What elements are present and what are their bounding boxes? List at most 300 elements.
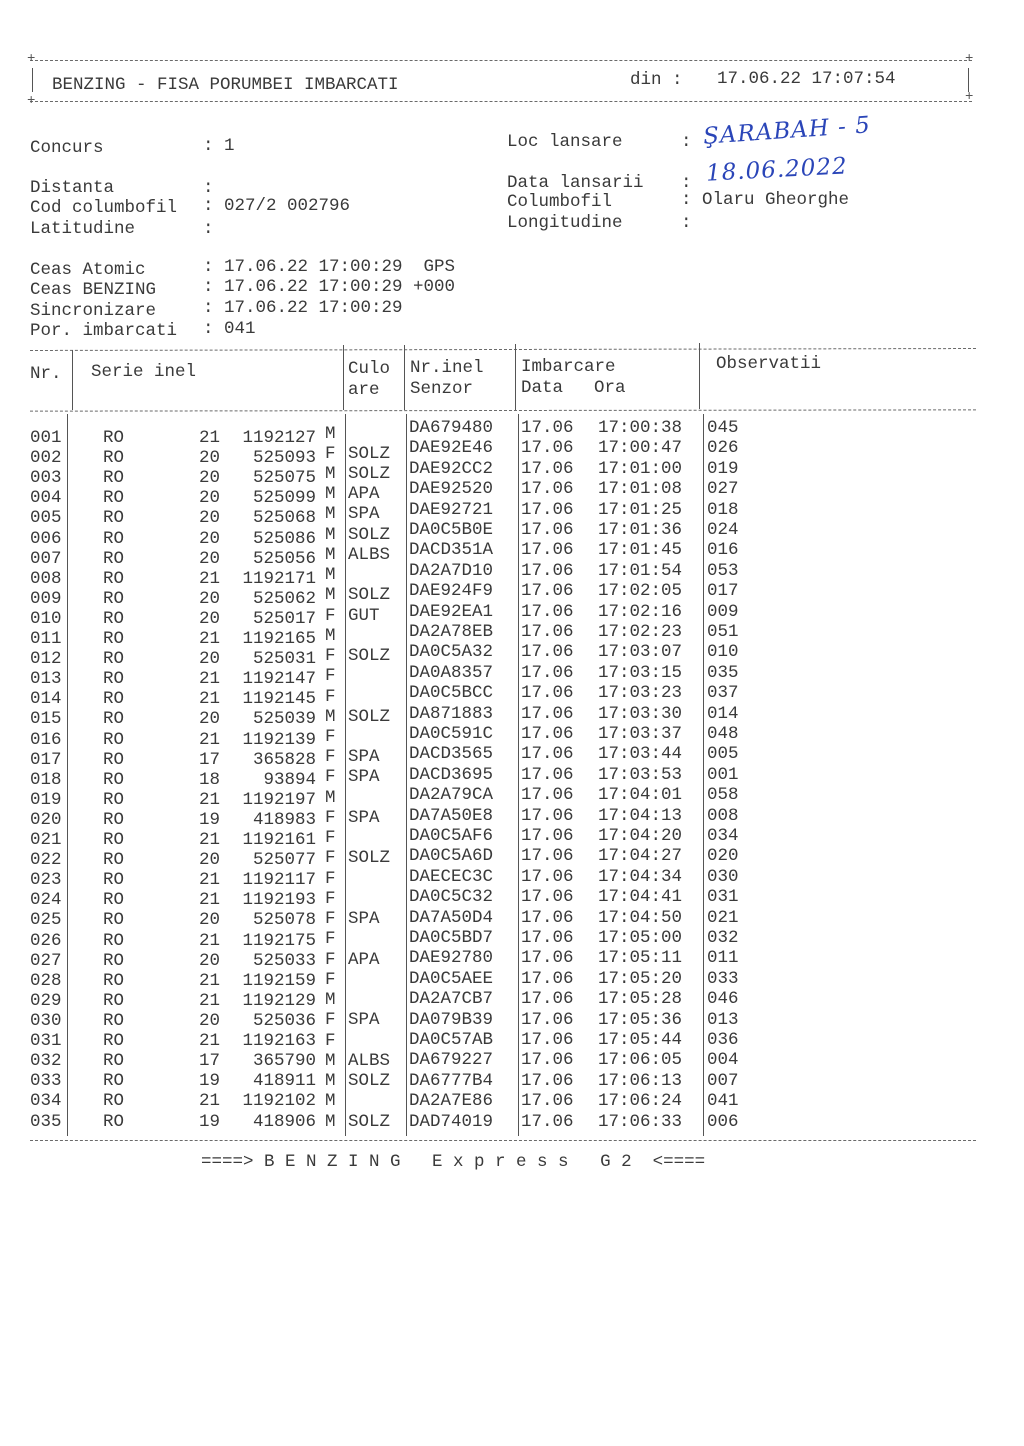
row-number: 014 — [30, 689, 62, 710]
table-row — [30, 560, 990, 589]
row-ring: 525075 — [252, 468, 316, 489]
row-time: 17:02:05 — [598, 581, 683, 602]
corner-mark: + — [27, 93, 36, 109]
row-country: RO — [103, 629, 125, 649]
row-sensor: DA0C5BCC — [409, 683, 494, 704]
row-sex: F — [325, 848, 336, 869]
row-observatii: 021 — [707, 907, 739, 928]
row-number: 008 — [30, 568, 62, 589]
row-year: 20 — [198, 488, 220, 509]
row-sensor: DA0C5A32 — [409, 642, 494, 663]
row-date: 17.06 — [521, 887, 574, 908]
row-sensor: DAE924F9 — [409, 581, 494, 602]
latitudine-label: Latitudine — [30, 219, 136, 239]
row-sensor: DACD3565 — [409, 744, 494, 765]
row-time: 17:03:23 — [598, 683, 683, 704]
row-country: RO — [103, 548, 125, 569]
row-date: 17.06 — [521, 846, 574, 867]
row-sex: F — [325, 909, 336, 930]
row-sensor: DA079B39 — [409, 1009, 494, 1030]
row-date: 17.06 — [521, 1030, 574, 1050]
loc-lansare-value: : — [681, 132, 692, 152]
row-date: 17.06 — [521, 438, 574, 459]
row-country: RO — [103, 729, 125, 750]
row-country: RO — [103, 870, 125, 891]
row-sensor: DA0C5C32 — [409, 887, 494, 908]
table-bottom-rule — [30, 1140, 976, 1141]
row-sex: M — [325, 625, 336, 646]
row-country: RO — [103, 1111, 125, 1132]
row-year: 21 — [198, 629, 220, 649]
data-lansarii-value: : — [681, 173, 692, 193]
row-number: 015 — [30, 709, 62, 730]
row-year: 20 — [198, 950, 220, 971]
row-year: 21 — [198, 669, 220, 690]
table-row — [30, 989, 990, 1009]
row-time: 17:04:41 — [598, 887, 683, 908]
row-time: 17:04:13 — [598, 805, 683, 826]
row-sensor: DA0C5AF6 — [409, 826, 494, 846]
table-row — [30, 785, 990, 810]
row-date: 17.06 — [521, 479, 574, 500]
row-color: GUT — [348, 605, 380, 626]
row-country: RO — [103, 1031, 125, 1051]
row-number: 035 — [30, 1111, 62, 1132]
row-country: RO — [103, 950, 125, 971]
row-color: SOLZ — [348, 848, 391, 869]
row-ring: 418906 — [252, 1111, 316, 1132]
row-country: RO — [103, 769, 125, 790]
row-ring: 1192175 — [242, 930, 316, 951]
row-ring: 1192147 — [242, 669, 316, 690]
row-sensor: DA2A79CA — [409, 785, 494, 806]
row-time: 17:01:25 — [598, 499, 683, 520]
row-sensor: DA2A7E86 — [409, 1091, 494, 1112]
row-sex: M — [325, 1091, 336, 1112]
row-sex: M — [325, 463, 336, 484]
row-observatii: 035 — [707, 662, 739, 683]
row-year: 21 — [198, 830, 220, 850]
row-ring: 93894 — [263, 769, 316, 790]
row-year: 21 — [198, 870, 220, 891]
row-sex: M — [325, 1071, 336, 1092]
corner-mark: + — [965, 51, 974, 67]
row-observatii: 009 — [707, 601, 739, 622]
row-year: 20 — [198, 608, 220, 629]
row-date: 17.06 — [521, 928, 574, 948]
row-year: 20 — [198, 588, 220, 609]
row-observatii: 031 — [707, 887, 739, 908]
row-date: 17.06 — [521, 1009, 574, 1030]
cod-columbofil-label: Cod columbofil — [30, 198, 178, 218]
row-sex: M — [325, 990, 336, 1011]
page-title: BENZING - FISA PORUMBEI IMBARCATI — [52, 75, 399, 95]
row-number: 030 — [30, 1010, 62, 1031]
row-number: 033 — [30, 1071, 62, 1092]
corner-mark: + — [27, 51, 36, 67]
table-row — [30, 724, 990, 750]
row-color: SPA — [348, 767, 380, 788]
row-color: SOLZ — [348, 463, 391, 484]
row-time: 17:01:36 — [598, 520, 683, 540]
row-number: 027 — [30, 950, 62, 971]
row-sex: F — [325, 949, 336, 970]
por-imbarcati-value: : 041 — [203, 319, 256, 339]
row-sensor: DAECEC3C — [409, 866, 494, 887]
row-country: RO — [103, 990, 125, 1011]
row-sex: F — [325, 828, 336, 849]
row-date: 17.06 — [521, 418, 574, 438]
row-number: 012 — [30, 649, 62, 670]
header-serie-inel: Serie inel — [91, 362, 197, 382]
row-observatii: 020 — [707, 846, 739, 867]
row-date: 17.06 — [521, 601, 574, 622]
row-year: 21 — [198, 568, 220, 589]
row-sensor: DACD3695 — [409, 764, 494, 785]
col-sep-senzor — [404, 345, 405, 410]
row-date: 17.06 — [521, 581, 574, 602]
row-observatii: 051 — [707, 622, 739, 642]
table-row — [30, 1091, 990, 1111]
row-number: 003 — [30, 468, 62, 489]
row-year: 21 — [198, 428, 220, 448]
row-ring: 1192193 — [242, 890, 316, 911]
row-time: 17:04:34 — [598, 866, 683, 887]
row-number: 022 — [30, 850, 62, 871]
row-color: SOLZ — [348, 706, 391, 727]
din-label: din : — [630, 70, 683, 90]
row-sex: M — [325, 1111, 336, 1132]
row-ring: 525099 — [252, 488, 316, 509]
table-row — [30, 805, 990, 830]
row-year: 21 — [198, 689, 220, 710]
ceas-benzing-value: : 17.06.22 17:00:29 +000 — [203, 277, 456, 297]
row-sensor: DAE92E46 — [409, 438, 494, 459]
row-time: 17:03:53 — [598, 764, 683, 785]
row-country: RO — [103, 749, 125, 770]
row-country: RO — [103, 669, 125, 690]
table-row — [30, 1030, 990, 1050]
row-sex: M — [325, 524, 336, 545]
corner-mark: + — [965, 89, 974, 105]
row-date: 17.06 — [521, 458, 574, 479]
row-observatii: 036 — [707, 1030, 739, 1050]
row-observatii: 058 — [707, 785, 739, 806]
row-observatii: 016 — [707, 540, 739, 561]
header-nr-inel: Nr.inel — [410, 358, 484, 378]
concurs-value: : 1 — [203, 136, 235, 156]
table-row — [30, 846, 990, 871]
col-sep-imbarcare — [515, 344, 516, 410]
row-sensor: DA7A50D4 — [409, 907, 494, 928]
row-sensor: DAE92780 — [409, 948, 494, 969]
row-year: 21 — [198, 930, 220, 951]
row-sex: F — [325, 747, 336, 768]
table-row — [30, 1010, 990, 1030]
concurs-label: Concurs — [30, 138, 104, 158]
row-ring: 525078 — [252, 910, 316, 931]
table-row — [30, 581, 990, 609]
row-sex: M — [325, 544, 336, 565]
row-sensor: DAD74019 — [409, 1111, 494, 1132]
row-date: 17.06 — [521, 1070, 574, 1091]
row-observatii: 008 — [707, 805, 739, 826]
row-sex: F — [325, 727, 336, 748]
row-number: 011 — [30, 629, 62, 649]
row-time: 17:05:44 — [598, 1030, 683, 1050]
row-year: 21 — [198, 990, 220, 1011]
row-year: 20 — [198, 850, 220, 871]
row-ring: 1192159 — [242, 970, 316, 991]
row-number: 023 — [30, 870, 62, 891]
header-data: Data — [521, 378, 564, 398]
row-sensor: DA2A78EB — [409, 622, 494, 642]
header-culoare-top: Culo — [348, 359, 391, 379]
row-date: 17.06 — [521, 1111, 574, 1132]
row-color: SPA — [348, 807, 380, 828]
row-number: 009 — [30, 588, 62, 609]
ceas-atomic-value: : 17.06.22 17:00:29 GPS — [203, 257, 456, 277]
table-row — [30, 1050, 990, 1070]
row-number: 031 — [30, 1031, 62, 1051]
row-observatii: 010 — [707, 642, 739, 663]
row-country: RO — [103, 428, 125, 448]
row-ring: 365828 — [252, 749, 316, 770]
row-date: 17.06 — [521, 805, 574, 826]
row-sensor: DA0C5B0E — [409, 520, 494, 540]
row-date: 17.06 — [521, 683, 574, 704]
row-year: 20 — [198, 709, 220, 730]
row-date: 17.06 — [521, 826, 574, 846]
row-sex: M — [325, 565, 336, 586]
table-row — [30, 744, 990, 770]
row-date: 17.06 — [521, 1050, 574, 1071]
row-sensor: DA6777B4 — [409, 1070, 494, 1091]
row-observatii: 032 — [707, 928, 739, 948]
row-color: SPA — [348, 909, 380, 930]
row-date: 17.06 — [521, 520, 574, 540]
row-country: RO — [103, 1071, 125, 1092]
row-number: 016 — [30, 729, 62, 750]
row-observatii: 048 — [707, 724, 739, 744]
row-observatii: 005 — [707, 744, 739, 765]
table-row — [30, 601, 990, 629]
row-number: 021 — [30, 830, 62, 850]
row-year: 19 — [198, 1111, 220, 1132]
row-color: APA — [348, 484, 380, 505]
row-time: 17:05:11 — [598, 948, 683, 969]
latitudine-value: : — [203, 219, 214, 239]
row-number: 004 — [30, 488, 62, 509]
row-time: 17:05:36 — [598, 1009, 683, 1030]
row-observatii: 045 — [707, 418, 739, 438]
row-ring: 1192163 — [242, 1031, 316, 1051]
row-color: SOLZ — [348, 1071, 391, 1092]
row-country: RO — [103, 649, 125, 670]
row-year: 20 — [198, 528, 220, 549]
loc-lansare-handwritten: ŞARABAH - 5 — [702, 112, 872, 150]
row-observatii: 004 — [707, 1050, 739, 1071]
row-sensor: DA0C57AB — [409, 1030, 494, 1050]
row-color: SPA — [348, 504, 380, 525]
row-color: SPA — [348, 747, 380, 768]
row-ring: 1192102 — [242, 1091, 316, 1112]
row-year: 19 — [198, 809, 220, 830]
row-year: 20 — [198, 468, 220, 489]
por-imbarcati-label: Por. imbarcati — [30, 321, 178, 341]
row-number: 018 — [30, 769, 62, 790]
row-time: 17:05:20 — [598, 968, 683, 989]
row-ring: 1192117 — [242, 870, 316, 891]
header-top-rule — [30, 60, 972, 61]
row-date: 17.06 — [521, 622, 574, 642]
row-number: 013 — [30, 669, 62, 690]
row-number: 026 — [30, 930, 62, 951]
header-nr: Nr. — [30, 364, 62, 384]
distanta-value: : — [203, 178, 214, 198]
row-ring: 525062 — [252, 588, 316, 609]
table-row — [30, 622, 990, 649]
ceas-benzing-label: Ceas BENZING — [30, 280, 157, 300]
row-sex: F — [325, 868, 336, 889]
row-time: 17:01:00 — [598, 458, 683, 479]
row-time: 17:04:27 — [598, 846, 683, 867]
row-date: 17.06 — [521, 1091, 574, 1112]
row-time: 17:03:07 — [598, 642, 683, 663]
row-time: 17:00:47 — [598, 438, 683, 459]
row-date: 17.06 — [521, 968, 574, 989]
row-observatii: 053 — [707, 560, 739, 581]
row-time: 17:02:16 — [598, 601, 683, 622]
din-value: 17.06.22 17:07:54 — [717, 69, 896, 89]
row-observatii: 041 — [707, 1091, 739, 1112]
row-date: 17.06 — [521, 744, 574, 765]
row-country: RO — [103, 930, 125, 951]
row-ring: 1192171 — [242, 568, 316, 589]
row-color: SOLZ — [348, 585, 391, 606]
cod-columbofil-value: : 027/2 002796 — [203, 196, 351, 216]
row-date: 17.06 — [521, 907, 574, 928]
row-sex: F — [325, 807, 336, 828]
header-imbarcare: Imbarcare — [521, 357, 616, 377]
row-ring: 525031 — [252, 649, 316, 670]
row-ring: 525068 — [252, 508, 316, 529]
table-header-rule — [30, 409, 976, 411]
row-number: 028 — [30, 970, 62, 991]
row-sex: M — [325, 423, 336, 444]
row-time: 17:04:50 — [598, 907, 683, 928]
table-row — [30, 1112, 990, 1132]
distanta-label: Distanta — [30, 178, 115, 198]
table-row — [30, 866, 990, 891]
row-sex: F — [325, 646, 336, 667]
row-number: 024 — [30, 890, 62, 911]
row-time: 17:03:44 — [598, 744, 683, 765]
row-country: RO — [103, 448, 125, 469]
sincronizare-label: Sincronizare — [30, 301, 157, 321]
row-sensor: DACD351A — [409, 540, 494, 561]
row-country: RO — [103, 910, 125, 931]
row-date: 17.06 — [521, 866, 574, 887]
row-ring: 525086 — [252, 528, 316, 549]
row-observatii: 024 — [707, 520, 739, 540]
row-country: RO — [103, 1051, 125, 1072]
row-time: 17:05:28 — [598, 989, 683, 1010]
row-color: SPA — [348, 1010, 380, 1031]
row-year: 19 — [198, 1071, 220, 1092]
table-row — [30, 907, 990, 931]
row-sensor: DAE92CC2 — [409, 458, 494, 479]
row-ring: 1192127 — [242, 428, 316, 448]
row-sex: F — [325, 605, 336, 626]
row-time: 17:06:13 — [598, 1070, 683, 1091]
row-sex: M — [325, 484, 336, 505]
row-number: 005 — [30, 508, 62, 529]
row-ring: 418983 — [252, 809, 316, 830]
row-observatii: 026 — [707, 438, 739, 459]
row-date: 17.06 — [521, 764, 574, 785]
row-observatii: 027 — [707, 479, 739, 500]
row-ring: 525077 — [252, 850, 316, 871]
row-time: 17:05:00 — [598, 928, 683, 948]
row-date: 17.06 — [521, 989, 574, 1010]
row-sex: F — [325, 666, 336, 687]
columbofil-value: : Olaru Gheorghe — [681, 190, 850, 210]
row-sensor: DA0C591C — [409, 724, 494, 744]
row-time: 17:03:37 — [598, 724, 683, 744]
row-observatii: 014 — [707, 703, 739, 724]
row-time: 17:06:24 — [598, 1091, 683, 1112]
row-year: 21 — [198, 970, 220, 991]
row-sex: F — [325, 767, 336, 788]
row-number: 002 — [30, 448, 62, 469]
row-year: 21 — [198, 729, 220, 750]
row-color: ALBS — [348, 1050, 391, 1071]
row-observatii: 019 — [707, 458, 739, 479]
row-year: 21 — [198, 1091, 220, 1112]
table-row — [30, 826, 990, 850]
row-ring: 525056 — [252, 548, 316, 569]
row-country: RO — [103, 588, 125, 609]
row-sensor: DA2A7CB7 — [409, 989, 494, 1010]
row-year: 21 — [198, 1031, 220, 1051]
table-row — [30, 683, 990, 710]
data-lansarii-label: Data lansarii — [507, 173, 644, 193]
row-color: ALBS — [348, 544, 391, 565]
row-ring: 1192161 — [242, 830, 316, 850]
row-year: 18 — [198, 769, 220, 790]
table-row — [30, 418, 990, 448]
ceas-atomic-label: Ceas Atomic — [30, 260, 146, 280]
table-row — [30, 887, 990, 911]
header-observatii: Observatii — [716, 354, 822, 374]
row-country: RO — [103, 608, 125, 629]
row-time: 17:03:30 — [598, 703, 683, 724]
row-sensor: DA871883 — [409, 703, 494, 724]
row-date: 17.06 — [521, 948, 574, 969]
row-sensor: DA679480 — [409, 418, 494, 438]
row-color: SOLZ — [348, 524, 391, 545]
row-ring: 1192129 — [242, 990, 316, 1011]
row-country: RO — [103, 850, 125, 871]
row-number: 017 — [30, 749, 62, 770]
row-number: 025 — [30, 910, 62, 931]
row-sensor: DA0C5AEE — [409, 968, 494, 989]
table-row — [30, 662, 990, 690]
row-sensor: DAE92EA1 — [409, 601, 494, 622]
row-time: 17:04:01 — [598, 785, 683, 806]
table-row — [30, 499, 990, 529]
